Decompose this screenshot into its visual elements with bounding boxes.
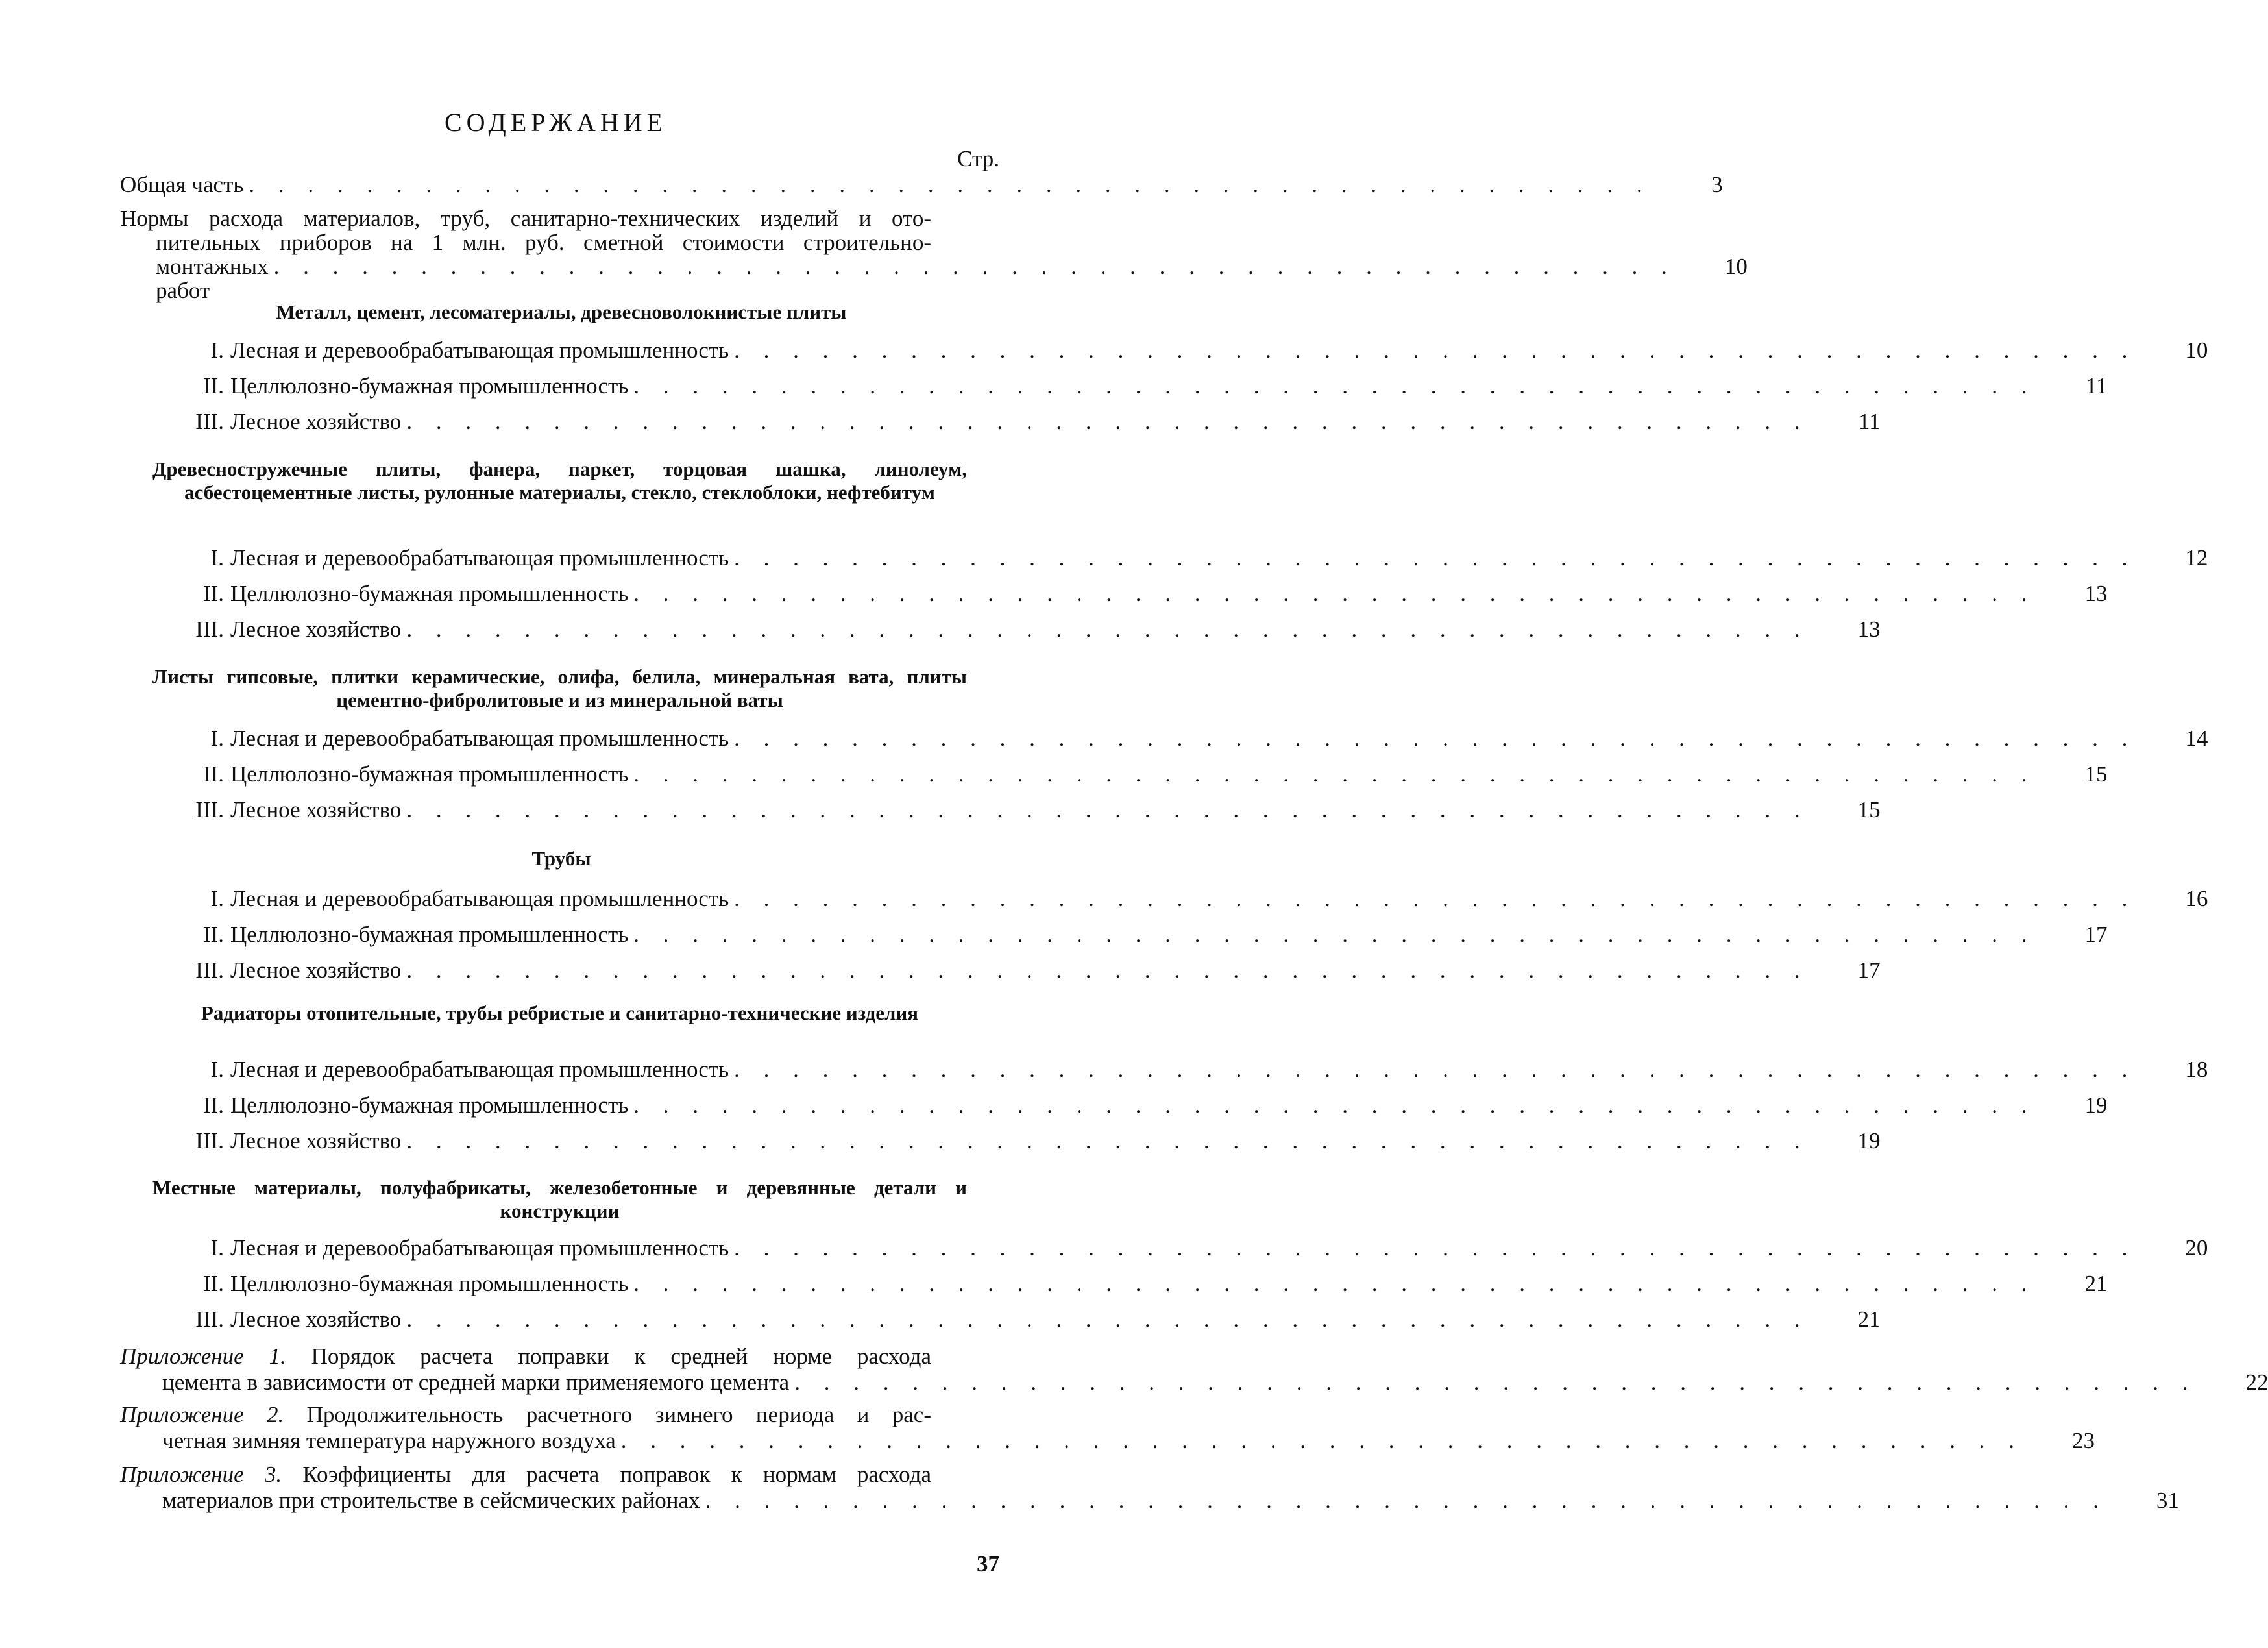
toc-entry-label: Лесное хозяйство [230,617,402,642]
toc-entry-label: Лесная и деревообрабатывающая промышленность [230,886,729,911]
toc-entry[interactable] [175,1307,1881,1333]
dot-leader: . . . . . . . . . . . . . . . . . . . . . . . . . . . . . . . . . . . . . . . . . . . . . . . . [734,338,2137,363]
toc-entry[interactable] [175,1271,2108,1297]
toc-entry-label: Целлюлозно-бумажная промышленность [230,581,629,606]
toc-entry-label: Целлюлозно-бумажная промышленность [230,373,629,399]
dot-leader: . . . . . . . . . . . . . . . . . . . . . . . . . . . . . . . . . . . . . . . . . . . . . . . . [734,726,2137,751]
appendix-tag: Приложение 1. [120,1344,286,1369]
toc-entry-page: 19 [1857,1128,1881,1153]
dot-leader: . . . . . . . . . . . . . . . . . . . . . . . . . . . . . . . . . . . . . . . . . . . . . . . . [273,254,1676,279]
toc-entry-norms-line1: Нормы расхода материалов, труб, санитарно-технических изделий и ото- [120,206,931,231]
toc-entry[interactable] [175,581,2108,607]
toc-entry-page: 31 [2156,1488,2179,1513]
section-heading: Местные материалы, полуфабрикаты, железобетонные и деревянные детали и конструкции [152,1176,967,1222]
appendix-title-line2: материалов при строительстве в сейсмических районах [162,1488,700,1513]
toc-entry-label: Лесная и деревообрабатывающая промышленность [230,726,729,751]
appendix-title-line2: цемента в зависимости от средней марки применяемого цемента [162,1370,790,1395]
toc-entry-page: 17 [2084,922,2108,947]
dot-leader: . . . . . . . . . . . . . . . . . . . . . . . . . . . . . . . . . . . . . . . . . . . . . . . . [633,922,2036,947]
dot-leader: . . . . . . . . . . . . . . . . . . . . . . . . . . . . . . . . . . . . . . . . . . . . . . . . [705,1488,2108,1513]
roman-numeral: II. [202,581,224,606]
dot-leader: . . . . . . . . . . . . . . . . . . . . . . . . . . . . . . . . . . . . . . . . . . . . . . . . [406,957,1809,983]
toc-appendix-2[interactable] [120,1402,2095,1454]
toc-entry-label: Лесное хозяйство [230,409,402,434]
section-heading: Радиаторы отопительные, трубы ребристые и санитарно-технические изделия [201,1002,919,1024]
toc-entry[interactable] [175,797,1881,823]
toc-entry-page: 16 [2185,886,2208,911]
dot-leader: . . . . . . . . . . . . . . . . . . . . . . . . . . . . . . . . . . . . . . . . . . . . . . . . [406,409,1809,434]
toc-entry-label: Целлюлозно-бумажная промышленность [230,1271,629,1296]
toc-entry-page: 15 [2084,761,2108,787]
section-heading: Листы гипсовые, плитки керамические, олифа, белила, минеральная вата, плиты цементно-фибролитовые и из минеральной ваты [152,665,967,711]
roman-numeral: II. [202,373,224,399]
toc-entry-page: 13 [2084,581,2108,606]
toc-entry-page: 11 [1858,409,1881,434]
appendix-tag: Приложение 3. [120,1462,282,1487]
dot-leader: . . . . . . . . . . . . . . . . . . . . . . . . . . . . . . . . . . . . . . . . . . . . . . . . [794,1370,2197,1395]
toc-entry-label: Лесное хозяйство [230,1307,402,1332]
roman-numeral: II. [202,922,224,947]
toc-entry[interactable] [175,617,1881,643]
toc-entry-norms-line2: пительных приборов на 1 млн. руб. сметной стоимости строительно- [156,230,931,255]
toc-entry[interactable] [175,545,2208,571]
dot-leader: . . . . . . . . . . . . . . . . . . . . . . . . . . . . . . . . . . . . . . . . . . . . . . . . [406,1128,1809,1153]
roman-numeral: II. [202,761,224,787]
toc-entry-page: 13 [1857,617,1881,642]
toc-entry[interactable] [175,957,1881,983]
dot-leader: . . . . . . . . . . . . . . . . . . . . . . . . . . . . . . . . . . . . . . . . . . . . . . . . [734,1235,2137,1261]
roman-numeral: III. [195,1128,224,1153]
roman-numeral: III. [195,957,224,983]
toc-entry-page: 22 [2245,1370,2268,1395]
section-heading: Металл, цемент, лесоматериалы, древесноволокнистые плиты [276,301,847,323]
toc-entry-page: 21 [2084,1271,2108,1296]
toc-entry-label: Лесное хозяйство [230,957,402,983]
appendix-title-line1: Продолжительность расчетного зимнего периода и рас- [306,1402,931,1427]
dot-leader: . . . . . . . . . . . . . . . . . . . . . . . . . . . . . . . . . . . . . . . . . . . . . . . . [406,797,1809,822]
toc-entry[interactable] [175,1128,1881,1154]
dot-leader: . . . . . . . . . . . . . . . . . . . . . . . . . . . . . . . . . . . . . . . . . . . . . . . . [633,761,2036,787]
toc-entry-page: 10 [2185,338,2208,363]
toc-entry-page: 23 [2072,1428,2095,1453]
toc-entry-page: 14 [2185,726,2208,751]
toc-appendix-1[interactable] [120,1344,2268,1396]
roman-numeral: I. [210,1057,224,1082]
toc-entry[interactable] [175,409,1881,435]
appendix-title-line1: Коэффициенты для расчета поправок к нормам расхода [302,1462,932,1487]
appendix-tag: Приложение 2. [120,1402,284,1427]
appendix-title-line2: четная зимняя температура наружного воздуха [162,1428,616,1453]
section-heading: Древесностружечные плиты, фанера, паркет, торцовая шашка, линолеум, асбестоцементные листы, рулонные материалы, стекло, стеклоблоки, нефтебитум [152,458,967,504]
dot-leader: . . . . . . . . . . . . . . . . . . . . . . . . . . . . . . . . . . . . . . . . . . . . . . . . [633,373,2036,399]
roman-numeral: III. [195,1307,224,1332]
dot-leader: . . . . . . . . . . . . . . . . . . . . . . . . . . . . . . . . . . . . . . . . . . . . . . . . [406,617,1809,642]
toc-appendix-3[interactable] [120,1462,2179,1514]
roman-numeral: I. [210,545,224,571]
dot-leader: . . . . . . . . . . . . . . . . . . . . . . . . . . . . . . . . . . . . . . . . . . . . . . . . [633,1271,2036,1296]
toc-entry[interactable] [175,1235,2208,1261]
roman-numeral: II. [202,1271,224,1296]
roman-numeral: I. [210,1235,224,1261]
roman-numeral: III. [195,797,224,822]
page-column-header: Стр. [957,146,999,171]
toc-entry-page: 19 [2084,1092,2108,1118]
toc-entry-label: Лесная и деревообрабатывающая промышленность [230,338,729,363]
dot-leader: . . . . . . . . . . . . . . . . . . . . . . . . . . . . . . . . . . . . . . . . . . . . . . . . [633,581,2036,606]
toc-entry[interactable] [175,1092,2108,1118]
dot-leader: . . . . . . . . . . . . . . . . . . . . . . . . . . . . . . . . . . . . . . . . . . . . . . . . [734,886,2137,911]
dot-leader: . . . . . . . . . . . . . . . . . . . . . . . . . . . . . . . . . . . . . . . . . . . . . . . . [633,1092,2036,1118]
toc-entry[interactable] [175,761,2108,787]
toc-entry-page: 10 [1724,254,1748,279]
toc-entry-page: 17 [1857,957,1881,983]
dot-leader: . . . . . . . . . . . . . . . . . . . . . . . . . . . . . . . . . . . . . . . . . . . . . . . . [734,545,2137,571]
toc-entry-label: Целлюлозно-бумажная промышленность [230,922,629,947]
toc-entry-norms-line3: монтажных работ [156,254,269,303]
toc-entry-page: 15 [1857,797,1881,822]
toc-entry-page: 12 [2185,545,2208,571]
page-title: СОДЕРЖАНИЕ [444,108,668,137]
toc-entry-page: 18 [2185,1057,2208,1082]
roman-numeral: I. [210,726,224,751]
roman-numeral: II. [202,1092,224,1118]
toc-entry[interactable] [175,1057,2208,1083]
toc-entry-label: Лесная и деревообрабатывающая промышленность [230,1057,729,1082]
toc-entry-label: Лесное хозяйство [230,1128,402,1153]
toc-entry[interactable] [175,922,2108,948]
toc-entry-norms[interactable] [120,206,1748,303]
toc-entry-general[interactable] [120,172,1723,198]
dot-leader: . . . . . . . . . . . . . . . . . . . . . . . . . . . . . . . . . . . . . . . . . . . . . . . . [620,1428,2024,1453]
page-number: 37 [977,1551,999,1577]
dot-leader: . . . . . . . . . . . . . . . . . . . . . . . . . . . . . . . . . . . . . . . . . . . . . . . . [734,1057,2137,1082]
roman-numeral: III. [195,409,224,434]
toc-entry-label: Общая часть [120,172,244,197]
toc-entry-label: Целлюлозно-бумажная промышленность [230,1092,629,1118]
toc-entry-label: Целлюлозно-бумажная промышленность [230,761,629,787]
roman-numeral: I. [210,886,224,911]
toc-entry-page: 21 [1857,1307,1881,1332]
toc-entry[interactable] [175,338,2208,363]
toc-entry[interactable] [175,886,2208,912]
section-heading: Трубы [531,847,591,870]
appendix-title-line1: Порядок расчета поправки к средней норме расхода [311,1344,931,1369]
toc-entry[interactable] [175,373,2108,399]
roman-numeral: I. [210,338,224,363]
toc-entry-page: 11 [2085,373,2108,399]
toc-entry-page: 20 [2185,1235,2208,1261]
toc-entry-label: Лесная и деревообрабатывающая промышленность [230,1235,729,1261]
dot-leader: . . . . . . . . . . . . . . . . . . . . . . . . . . . . . . . . . . . . . . . . . . . . . . . . [249,172,1652,197]
toc-entry-page: 3 [1711,172,1723,197]
roman-numeral: III. [195,617,224,642]
toc-entry-label: Лесная и деревообрабатывающая промышленность [230,545,729,571]
toc-entry[interactable] [175,726,2208,752]
toc-entry-label: Лесное хозяйство [230,797,402,822]
dot-leader: . . . . . . . . . . . . . . . . . . . . . . . . . . . . . . . . . . . . . . . . . . . . . . . . [406,1307,1809,1332]
